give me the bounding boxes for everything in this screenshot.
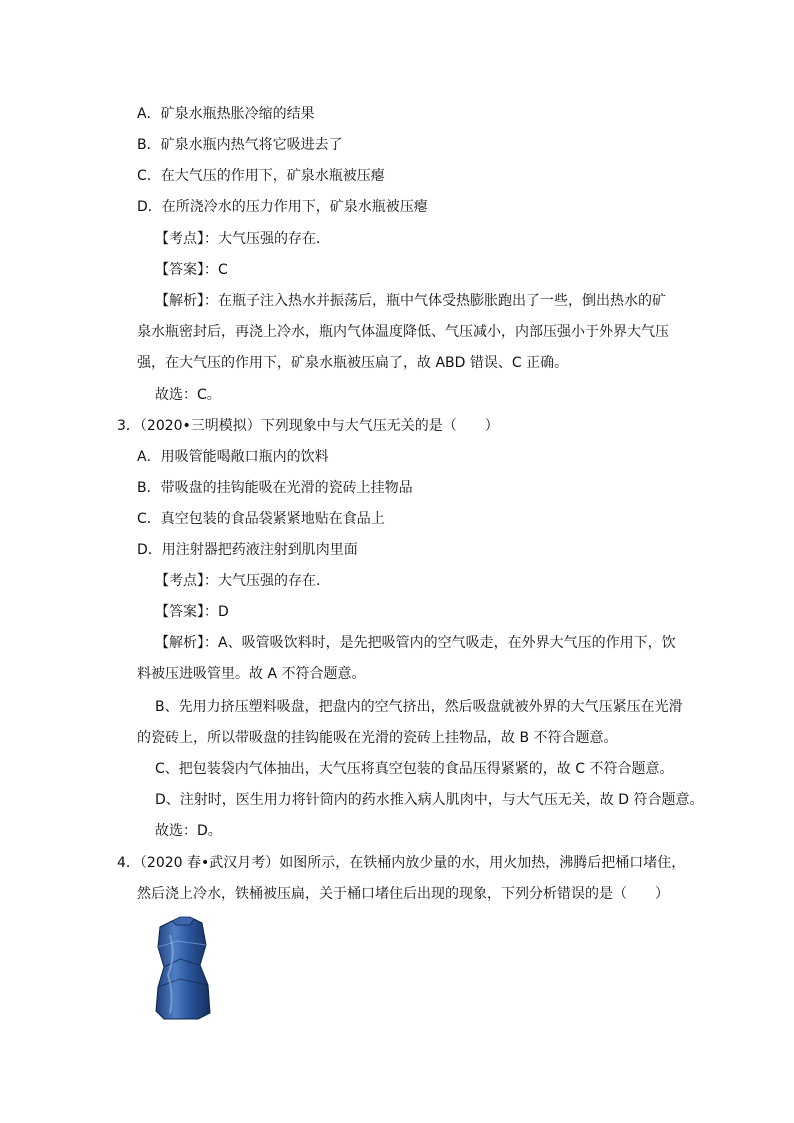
q2-jiexi-line-3: 强，在大气压的作用下，矿泉水瓶被压扁了，故 ABD 错误、C 正确。 <box>137 355 569 371</box>
q2-conclusion: 故选：C。 <box>155 387 221 403</box>
q2-kaodian <box>155 229 330 249</box>
answer-text: ：D <box>204 604 229 620</box>
jiexi-text: ：A、吸管吸饮料时，是先把吸管内的空气吸走，在外界大气压的作用下，饮 <box>204 635 676 651</box>
q2-answer <box>155 260 228 280</box>
q2-jiexi-line-2: 泉水瓶密封后，再浇上冷水，瓶内气体温度降低、气压减小，内部压强小于外界大气压 <box>137 324 669 340</box>
q2-option-c: C．在大气压的作用下，矿泉水瓶被压瘪 <box>137 168 385 184</box>
answer-text: ：C <box>204 262 228 278</box>
q3-d-line: D、注射时，医生用力将针筒内的药水推入病人肌肉中，与大气压无关，故 D 符合题意。 <box>155 792 704 808</box>
q3-option-a: A．用吸管能喝敞口瓶内的饮料 <box>137 449 329 465</box>
jiexi-text: ：在瓶子注入热水并振荡后，瓶中气体受热膨胀跑出了一些，倒出热水的矿 <box>204 293 666 309</box>
q3-stem: 3．（2020•三明模拟）下列现象中与大气压无关的是（ ） <box>117 418 499 434</box>
q3-answer <box>155 602 229 622</box>
crushed-can-image <box>150 915 214 1023</box>
q2-option-a: A．矿泉水瓶热胀冷缩的结果 <box>137 106 315 122</box>
kaodian-label: 【考点】 <box>155 573 204 589</box>
q3-b-line-2: 的瓷砖上，所以带吸盘的挂钩能吸在光滑的瓷砖上挂物品，故 B 不符合题意。 <box>137 730 618 746</box>
q3-kaodian <box>155 571 330 591</box>
q3-option-d: D．用注射器把药液注射到肌肉里面 <box>137 542 358 558</box>
q2-jiexi-line-1 <box>155 291 666 311</box>
jiexi-label: 【解析】 <box>155 293 204 309</box>
q3-option-c: C．真空包装的食品袋紧紧地贴在食品上 <box>137 511 385 527</box>
q4-stem-line-2: 然后浇上冷水，铁桶被压扁，关于桶口堵住后出现的现象，下列分析错误的是（ ） <box>137 886 669 902</box>
q2-option-b: B．矿泉水瓶内热气将它吸进去了 <box>137 137 343 153</box>
q4-stem-line-1: 4．（2020 春•武汉月考）如图所示，在铁桶内放少量的水，用火加热，沸腾后把桶口堵住， <box>117 855 686 871</box>
q2-option-d: D．在所浇冷水的压力作用下，矿泉水瓶被压瘪 <box>137 199 428 215</box>
q3-b-line-1: B、先用力挤压塑料吸盘，把盘内的空气挤出，然后吸盘就被外界的大气压紧压在光滑 <box>155 699 683 715</box>
answer-label: 【答案】 <box>155 604 204 620</box>
jiexi-label: 【解析】 <box>155 635 204 651</box>
q3-conclusion: 故选：D。 <box>155 823 222 839</box>
kaodian-label: 【考点】 <box>155 231 204 247</box>
q3-jiexi-line-2: 料被压进吸管里。故 A 不符合题意。 <box>137 666 366 682</box>
kaodian-text: ：大气压强的存在． <box>204 573 330 589</box>
q3-jiexi-line-1 <box>155 633 676 653</box>
kaodian-text: ：大气压强的存在． <box>204 231 330 247</box>
q3-option-b: B．带吸盘的挂钩能吸在光滑的瓷砖上挂物品 <box>137 480 413 496</box>
q3-c-line: C、把包装袋内气体抽出，大气压将真空包装的食品压得紧紧的，故 C 不符合题意。 <box>155 761 674 777</box>
answer-label: 【答案】 <box>155 262 204 278</box>
